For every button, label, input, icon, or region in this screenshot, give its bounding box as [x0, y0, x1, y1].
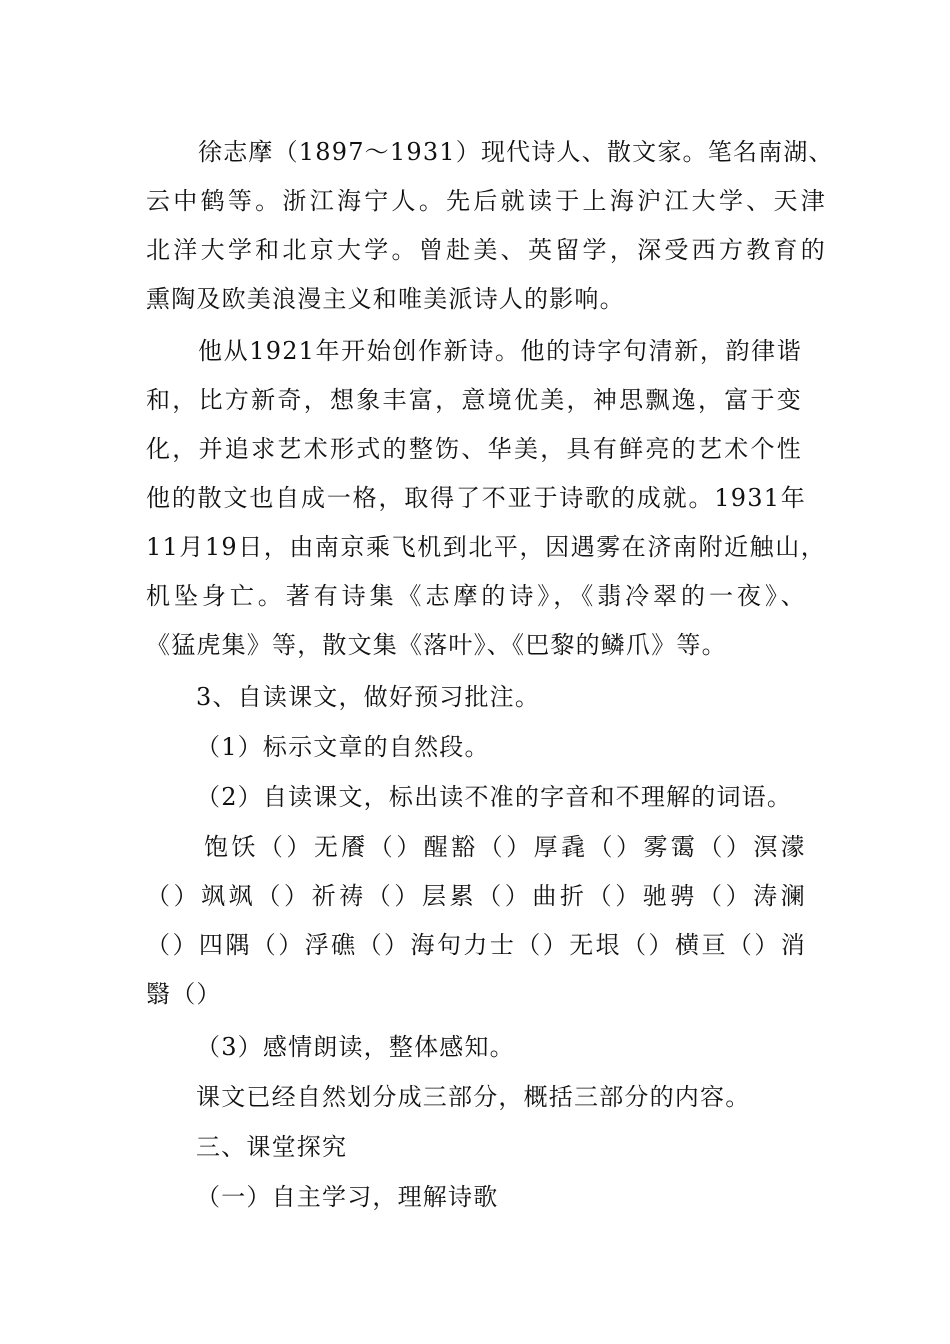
paragraph-line: 云中鹤等。浙江海宁人。先后就读于上海沪江大学、天津 [146, 187, 826, 215]
subsection-heading: （一）自主学习，理解诗歌 [196, 1183, 499, 1211]
vocab-line: （）飒飒（）祈祷（）层累（）曲折（）驰骋（）涛澜 [146, 882, 806, 910]
paragraph-line: 机坠身亡。著有诗集《志摩的诗》，《翡冷翠的一夜》、 [146, 582, 806, 610]
paragraph-line: 他的散文也自成一格，取得了不亚于诗歌的成就。1931年 [146, 484, 806, 512]
paragraph-line: 北洋大学和北京大学。曾赴美、英留学，深受西方教育的 [146, 236, 826, 264]
section-heading: 3、自读课文，做好预习批注。 [196, 683, 541, 711]
list-item: （3）感情朗读，整体感知。 [196, 1033, 515, 1061]
list-item: （1）标示文章的自然段。 [196, 733, 490, 761]
list-item: （2）自读课文，标出读不准的字音和不理解的词语。 [196, 783, 793, 811]
paragraph-line: 11月19日，由南京乘飞机到北平，因遇雾在济南附近触山， [146, 533, 826, 561]
paragraph-line: 课文已经自然划分成三部分，概括三部分的内容。 [196, 1083, 751, 1111]
vocab-line: （）四隅（）浮礁（）海句力士（）无垠（）横亘（）消 [146, 931, 806, 959]
paragraph-line: 《猛虎集》等，散文集《落叶》、《巴黎的鳞爪》等。 [146, 631, 727, 659]
paragraph-line: 徐志摩（1897～1931）现代诗人、散文家。笔名南湖、 [198, 138, 834, 166]
paragraph-line: 熏陶及欧美浪漫主义和唯美派诗人的影响。 [146, 285, 625, 313]
paragraph-line: 他从1921年开始创作新诗。他的诗字句清新，韵律谐 [198, 337, 802, 365]
vocab-line: 翳（） [146, 980, 222, 1008]
paragraph-line: 和，比方新奇，想象丰富，意境优美，神思飘逸，富于变 [146, 386, 802, 414]
paragraph-line: 化，并追求艺术形式的整饬、华美，具有鲜亮的艺术个性 [146, 435, 802, 463]
vocab-line: 饱饫（）无餍（）醒豁（）厚毳（）雾霭（）溟濛 [204, 833, 806, 861]
section-heading: 三、课堂探究 [196, 1133, 348, 1161]
